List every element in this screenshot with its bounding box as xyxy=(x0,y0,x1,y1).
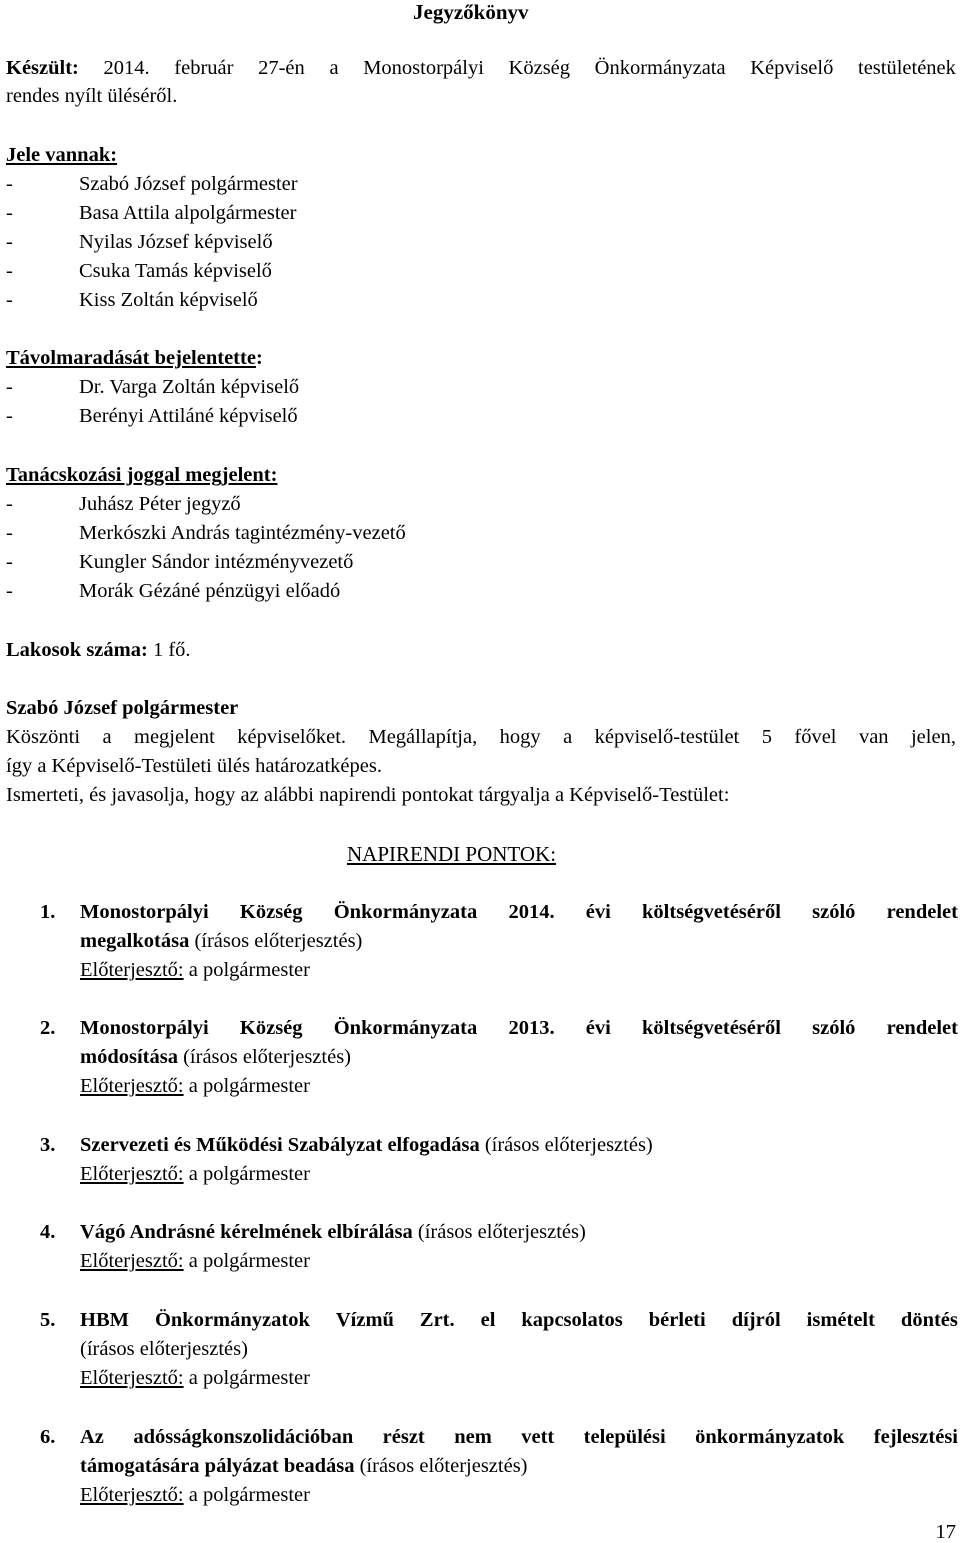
keszult-word: Község xyxy=(508,57,571,79)
agenda-number: 6. xyxy=(40,1426,56,1448)
agenda-number: 3. xyxy=(40,1134,56,1156)
absent-heading: Távolmaradását bejelentette: xyxy=(6,347,263,369)
page-number: 17 xyxy=(935,1521,956,1543)
keszult-word: Képviselő xyxy=(750,57,834,79)
agenda-heading: NAPIRENDI PONTOK: xyxy=(347,842,557,866)
agenda-item-title-cont: támogatására pályázat beadása (írásos előterjesztés) xyxy=(80,1455,528,1477)
present-item: - Nyilas József képviselő xyxy=(6,231,273,253)
keszult-word: 2014. xyxy=(103,57,150,79)
agenda-number: 4. xyxy=(40,1221,56,1243)
absent-item: - Dr. Varga Zoltán képviselő xyxy=(6,376,300,398)
advisory-item: - Juhász Péter jegyző xyxy=(6,493,241,515)
keszult-line xyxy=(6,58,956,79)
agenda-item-title: Vágó Andrásné kérelmének elbírálása (írásos előterjesztés) xyxy=(80,1221,586,1243)
absent-item: - Berényi Attiláné képviselő xyxy=(6,405,298,427)
body-line-3: Ismerteti, és javasolja, hogy az alábbi napirendi pontokat tárgyalja a Képviselő-Testület: xyxy=(6,784,730,806)
document-title: Jegyzőkönyv xyxy=(413,0,529,24)
present-item: - Kiss Zoltán képviselő xyxy=(6,289,258,311)
agenda-item-title: Szervezeti és Működési Szabályzat elfogadása (írásos előterjesztés) xyxy=(80,1134,653,1156)
presenter-line: Előterjesztő: a polgármester xyxy=(80,959,310,981)
keszult-label: Készült: xyxy=(6,57,79,79)
presenter-line: Előterjesztő: a polgármester xyxy=(80,1367,310,1389)
keszult-word: Önkormányzata xyxy=(594,57,726,79)
agenda-item-title: Monostorpályi Község Önkormányzata 2014. évi költségvetéséről szóló rendelet xyxy=(80,901,958,923)
present-item: - Szabó József polgármester xyxy=(6,173,298,195)
keszult-word: február xyxy=(174,57,234,79)
agenda-item-title-cont: módosítása (írásos előterjesztés) xyxy=(80,1046,352,1068)
agenda-number: 1. xyxy=(40,901,56,923)
agenda-item-title: HBM Önkormányzatok Vízmű Zrt. el kapcsolatos bérleti díjról ismételt döntés xyxy=(80,1309,958,1331)
keszult-line-2: rendes nyílt üléséről. xyxy=(6,85,178,107)
advisory-item: - Merkószki András tagintézmény-vezető xyxy=(6,522,406,544)
keszult-word: Monostorpályi xyxy=(363,57,484,79)
speaker-name: Szabó József polgármester xyxy=(6,697,239,719)
present-item: - Basa Attila alpolgármester xyxy=(6,202,297,224)
presenter-line: Előterjesztő: a polgármester xyxy=(80,1250,310,1272)
agenda-number: 5. xyxy=(40,1309,56,1331)
body-line-2: így a Képviselő-Testületi ülés határozatképes. xyxy=(6,755,382,777)
agenda-item-title: Monostorpályi Község Önkormányzata 2013. évi költségvetéséről szóló rendelet xyxy=(80,1017,958,1039)
agenda-number: 2. xyxy=(40,1017,56,1039)
agenda-item-title: Az adósságkonszolidációban részt nem vett települési önkormányzatok fejlesztési xyxy=(80,1426,958,1448)
advisory-item: - Morák Gézáné pénzügyi előadó xyxy=(6,580,341,602)
presenter-line: Előterjesztő: a polgármester xyxy=(80,1484,310,1506)
presenter-line: Előterjesztő: a polgármester xyxy=(80,1075,310,1097)
presenter-line: Előterjesztő: a polgármester xyxy=(80,1163,310,1185)
keszult-word: 27-én xyxy=(258,57,305,79)
keszult-word: a xyxy=(329,57,339,79)
advisory-heading: Tanácskozási joggal megjelent: xyxy=(6,464,278,486)
agenda-item-title-cont: (írásos előterjesztés) xyxy=(80,1338,248,1360)
agenda-item-title-cont: megalkotása (írásos előterjesztés) xyxy=(80,930,363,952)
body-line-1: Köszönti a megjelent képviselőket. Megállapítja, hogy a képviselő-testület 5 fővel van jelen, xyxy=(6,726,956,748)
present-item: - Csuka Tamás képviselő xyxy=(6,260,272,282)
present-heading: Jele vannak: xyxy=(6,144,118,166)
advisory-item: - Kungler Sándor intézményvezető xyxy=(6,551,354,573)
residents-line: Lakosok száma: 1 fő. xyxy=(6,639,191,661)
keszult-word: testületének xyxy=(858,57,956,79)
